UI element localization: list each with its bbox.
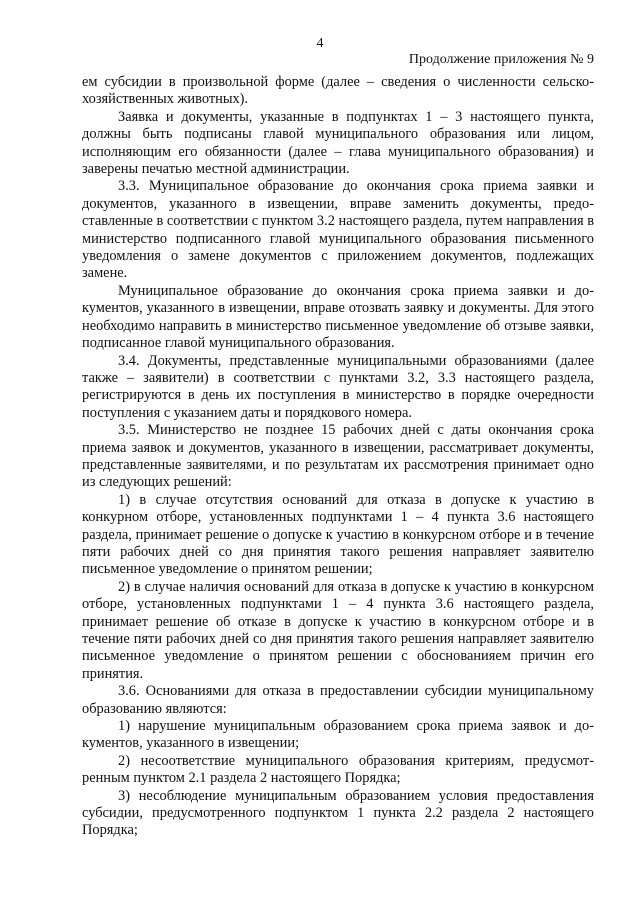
list-item-3-5-1: 1) в случае отсутствия оснований для отказа в допуске к участию в конкурном отборе, установленных подпунктами 1 – 4 пункта 3.6 настоящего раздела, принимает решение о допуске к участию в конкурсном отборе и в течение пяти рабочих дней со дня принятия такого решения направляет заявителю письменное уведомление о принятом решении;: [82, 491, 594, 578]
list-item-3-6-2: 2) несоответствие муниципального образования критериям, предусмотренным пунктом 2.1 раздела 2 настоящего Порядка;: [82, 752, 594, 787]
appendix-continuation-note: Продолжение приложения № 9: [408, 52, 594, 67]
paragraph-3-3: 3.3. Муниципальное образование до окончания срока приема заявки и документов, указанного в извещении, вправе заменить документы, предоставленные в соответствии с пунктом 3.2 настоящего раздела, путем направления в министерство подписанного главой муниципального образования письменного уведомления о замене документов с приложением документов, подлежащих замене.: [82, 178, 594, 282]
list-item-3-5-2: 2) в случае наличия оснований для отказа в допуске к участию в конкурсном отборе, установленных подпунктами 1 – 4 пункта 3.6 настоящего раздела, принимает решение об отказе в допуске к участию в конкурсном отборе и в течение пяти рабочих дней со дня принятия такого решения направляет заявителю письменное уведомление о принятом решении с обоснованияем причин его принятия.: [82, 578, 594, 682]
document-body: [82, 74, 594, 840]
paragraph-continuation: ем субсидии в произвольной форме (далее – сведения о численности сельскохозяйственных животных).: [82, 74, 594, 108]
paragraph-3-6: 3.6. Основаниями для отказа в предоставлении субсидии муниципальному образованию являются:: [82, 683, 594, 717]
list-item-3-6-3: 3) несоблюдение муниципальным образованием условия предоставления субсидии, предусмотренного подпунктом 1 пункта 2.2 раздела 2 настоящего Порядка;: [82, 787, 594, 839]
paragraph-3-4: 3.4. Документы, представленные муниципальными образованиями (далее также – заявители) в соответствии с пунктами 3.2, 3.3 настоящего раздела, регистрируются в день их поступления в министерство в порядке очередности поступления с указанием даты и порядкового номера.: [82, 352, 594, 421]
page-number: 4: [316, 36, 324, 51]
paragraph-withdrawal: Муниципальное образование до окончания срока приема заявки и документов, указанного в извещении, вправе отозвать заявку и документы. Для этого необходимо направить в министерство письменное уведомление об отзыве заявки, подписанное главой муниципального образования.: [82, 282, 594, 352]
list-item-3-6-1: 1) нарушение муниципальным образованием срока приема заявок и документов, указанного в извещении;: [82, 718, 594, 752]
paragraph-3-5: 3.5. Министерство не позднее 15 рабочих дней с даты окончания срока приема заявок и документов, указанного в извещении, рассматривает документы, представленные заявителями, и по результатам их рассмотрения принимает одно из следующих решений:: [82, 422, 594, 491]
paragraph-signing-requirements: Заявка и документы, указанные в подпунктах 1 – 3 настоящего пункта, должны быть подписаны главой муниципального образования или лицом, исполняющим его обязанности (далее – глава муниципального образования) и заверены печатью местной администрации.: [82, 108, 594, 178]
